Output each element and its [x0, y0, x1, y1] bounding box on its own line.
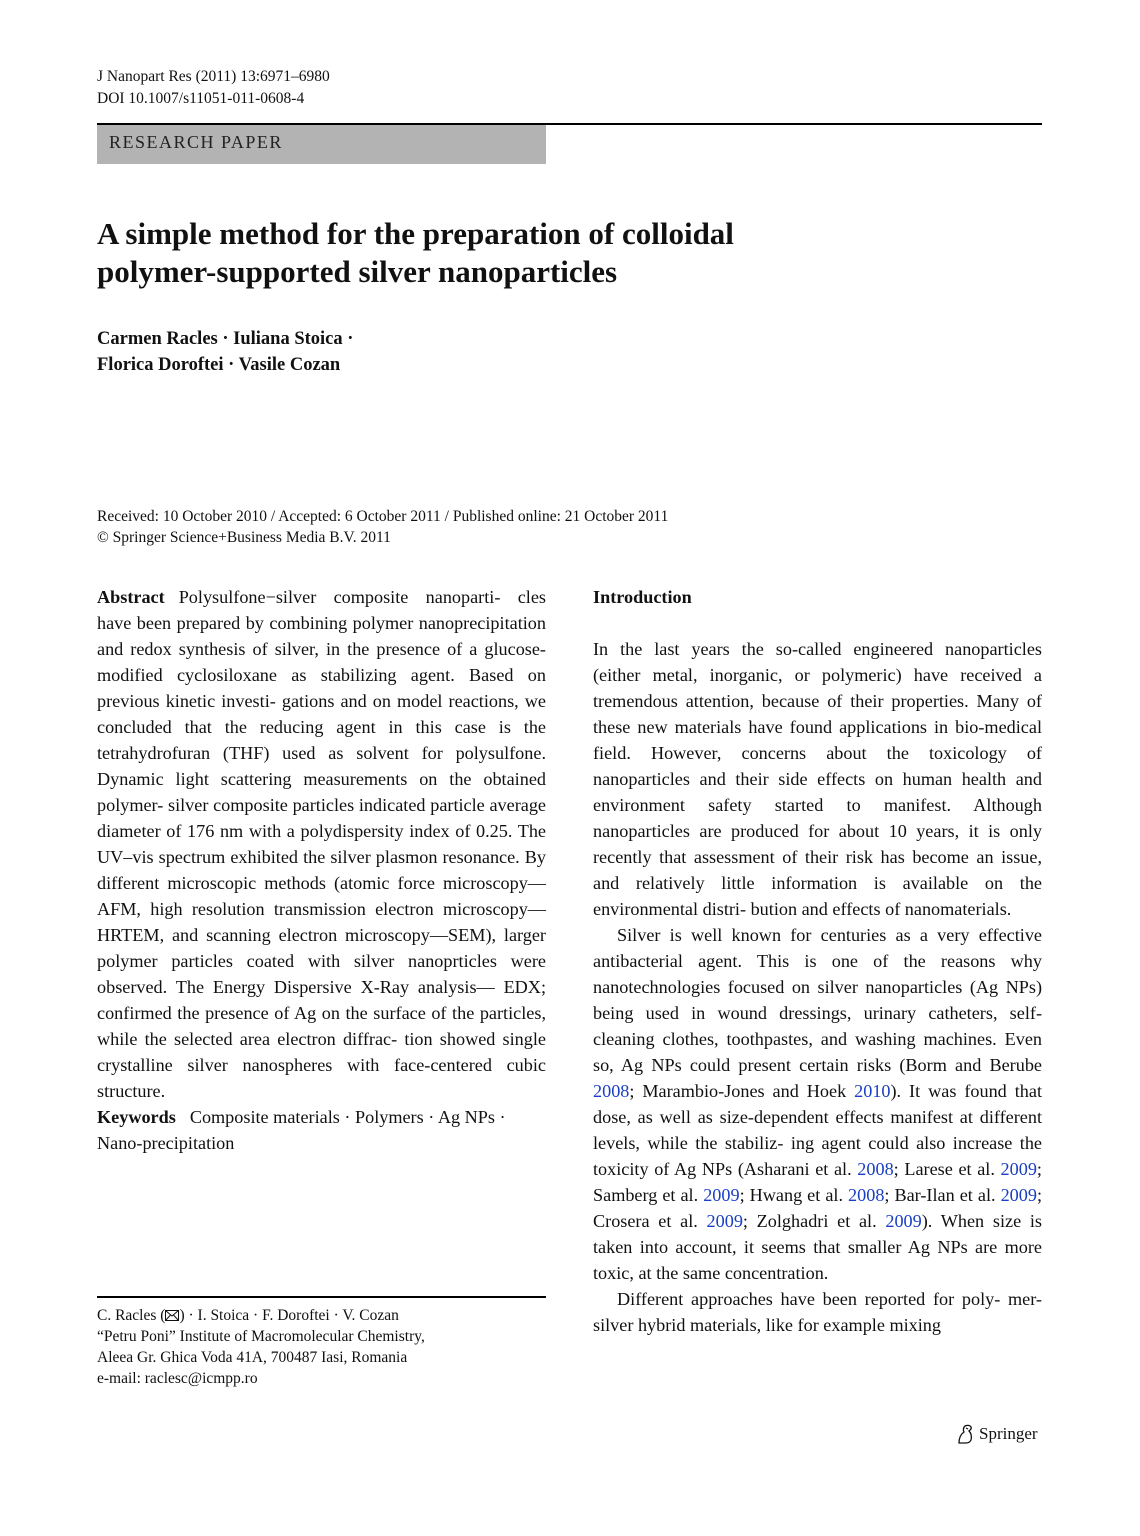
citation-link[interactable]: 2010 [854, 1081, 891, 1101]
text-run: ; Bar-Ilan et al. [884, 1185, 1001, 1205]
text-run: ; Crosera et al. [593, 1185, 1042, 1231]
publication-dates [97, 506, 668, 548]
intro-paragraph-2 [593, 922, 1042, 1286]
text-run: ). It was found that dose, as well as size-dependent effects manifest at different levels, while the stabiliz- ing agent could also increase the toxicity of Ag NPs (Asharani et al. [593, 1081, 1042, 1179]
intro-paragraph-1: In the last years the so-called engineered nanoparticles (either metal, inorganic, or polymeric) have received a tremendous attention, because of their properties. Many of these new materials have found applications in bio-medical field. However, concerns about the toxicology of nanoparticles and their side effects on human health and environment safety started to manifest. Although nanoparticles are produced for about 10 years, it is only recently that assessment of their risk has become an issue, and relatively little information is available on the environmental distri- bution and effects of nanomaterials. [593, 639, 1042, 919]
footnote-address: Aleea Gr. Ghica Voda 41A, 700487 Iasi, Romania [97, 1349, 408, 1366]
text-run: ; Samberg et al. [593, 1159, 1042, 1205]
footnote-institute: “Petru Poni” Institute of Macromolecular Chemistry, [97, 1328, 425, 1345]
authors-line-1: Carmen Racles · Iuliana Stoica · [97, 329, 354, 349]
author-affiliation-footnote [97, 1305, 425, 1389]
left-column [97, 584, 546, 1156]
journal-doi: DOI 10.1007/s11051-011-0608-4 [97, 90, 305, 107]
springer-horse-icon [955, 1423, 975, 1445]
copyright-line: © Springer Science+Business Media B.V. 2011 [97, 529, 391, 546]
citation-link[interactable]: 2009 [885, 1211, 922, 1231]
right-column [593, 584, 1042, 1338]
title-line-1: A simple method for the preparation of colloidal [97, 216, 734, 251]
footnote-rule [97, 1296, 546, 1298]
keywords-heading: Keywords [97, 1107, 176, 1127]
keywords [97, 1104, 546, 1156]
text-run: ; Hwang et al. [739, 1185, 849, 1205]
footnote-coauthors: ) · I. Stoica · F. Doroftei · V. Cozan [179, 1307, 399, 1324]
footnote-email[interactable]: e-mail: raclesc@icmpp.ro [97, 1370, 258, 1387]
citation-link[interactable]: 2009 [1000, 1159, 1037, 1179]
introduction-heading: Introduction [593, 587, 692, 607]
abstract-text: Polysulfone−silver composite nanoparti- cles have been prepared by combining polymer nanoprecipitation and redox synthesis of silver, in the presence of a glucose-modified cyclosiloxane as stabilizing agent. Based on previous kinetic investi- gations and on model reactions, we concluded that the reducing agent in this case is the tetrahydrofuran (THF) used as solvent for polysulfone. Dynamic light scattering measurements on the obtained polymer- silver composite particles indicated particle average diameter of 176 nm with a polydispersity index of 0.25. The UV–vis spectrum exhibited the silver plasmon resonance. By different microscopic methods (atomic force microscopy—AFM, high resolution transmission electron microscopy—HRTEM, and scanning electron microscopy—SEM), larger polymer particles coated with silver nanoprticles were observed. The Energy Dispersive X-Ray analysis— EDX; confirmed the presence of Ag on the surface of the particles, while the selected area electron diffrac- tion showed single crystalline silver nanospheres with face-centered cubic structure. [97, 587, 546, 1101]
text-run: ). When size is taken into account, it seems that smaller Ag NPs are more toxic, at the same concentration. [593, 1211, 1043, 1283]
envelope-icon [165, 1310, 179, 1321]
citation-link[interactable]: 2009 [1000, 1185, 1037, 1205]
journal-citation: J Nanopart Res (2011) 13:6971–6980 [97, 68, 330, 85]
citation-link[interactable]: 2008 [857, 1159, 894, 1179]
text-run: ; Zolghadri et al. [742, 1211, 886, 1231]
article-type-label: RESEARCH PAPER [109, 132, 283, 152]
authors-line-2: Florica Doroftei · Vasile Cozan [97, 355, 341, 375]
abstract [97, 584, 546, 1104]
footnote-authors [97, 1305, 425, 1326]
text-run: Silver is well known for centuries as a very effective antibacterial agent. This is one of the reasons why nanotechnologies focused on silver nanoparticles (Ag NPs) being used in wound dressings, urinary catheters, self-cleaning clothes, toothpastes, and washing machines. Even so, Ag NPs could present certain risks (Borm and Berube [593, 925, 1042, 1075]
abstract-heading: Abstract [97, 587, 165, 607]
paper-title [97, 215, 997, 291]
journal-header [97, 66, 330, 110]
intro-paragraph-3: Different approaches have been reported for poly- mer-silver hybrid materials, like for example mixing [593, 1289, 1042, 1335]
citation-link[interactable]: 2009 [703, 1185, 740, 1205]
citation-link[interactable]: 2008 [848, 1185, 885, 1205]
article-type-banner [97, 125, 546, 164]
footnote-corresponding: C. Racles ( [97, 1307, 166, 1324]
dates-line: Received: 10 October 2010 / Accepted: 6 October 2011 / Published online: 21 October 2011 [97, 508, 669, 525]
citation-link[interactable]: 2008 [593, 1081, 630, 1101]
keywords-text: Composite materials · Polymers · Ag NPs · Nano-precipitation [97, 1107, 506, 1153]
title-line-2: polymer-supported silver nanoparticles [97, 254, 618, 289]
publisher-logo [955, 1423, 1038, 1445]
author-list [97, 326, 353, 378]
text-run: ; Marambio-Jones and Hoek [629, 1081, 855, 1101]
publisher-name: Springer [979, 1424, 1038, 1443]
text-run: ; Larese et al. [893, 1159, 1001, 1179]
citation-link[interactable]: 2009 [706, 1211, 743, 1231]
